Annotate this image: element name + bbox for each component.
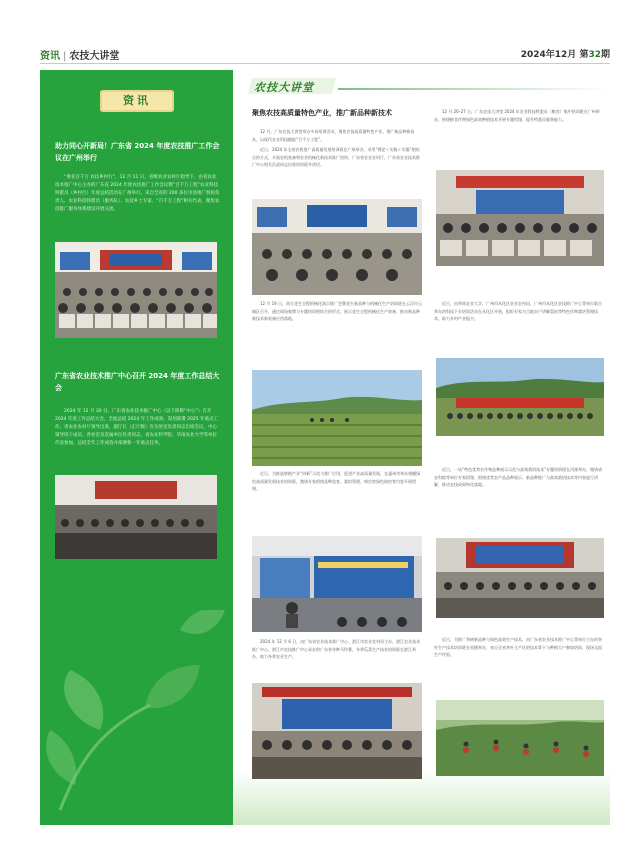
- issue-prefix: 2024年12月 第: [520, 50, 589, 60]
- col1-photo-banner-room: [252, 683, 422, 779]
- sidebar-photo-conference: [55, 242, 217, 338]
- col2-photo-seminar: [436, 538, 604, 618]
- header-section-label: 资讯: [40, 51, 60, 62]
- news-sidebar: [40, 70, 233, 825]
- main-section-heading: 农技大讲堂: [254, 81, 314, 94]
- sidebar-article1-title: 助力同心开新局！广东省 2024 年度农技推广工作会议在广州举行: [55, 142, 220, 162]
- sidebar-badge: [100, 90, 174, 112]
- col2-photo-classroom: [436, 170, 604, 266]
- header-divider: |: [63, 51, 67, 62]
- col1-photo-lecture: [252, 536, 422, 632]
- header-section: [40, 47, 119, 62]
- col1-paragraph: 12 月 19 日，南方花生全程机械化演示推广会暨花生新品种与机械化生产培训班在云浮市云城区召开，通过现场观摩与专题培训相结合的形式，展示花生全程机械化生产装备，推动新品种新技术新装备应用落地。: [252, 301, 422, 321]
- col1-photo-training-hall: [252, 199, 422, 295]
- header-column-label: 农技大讲堂: [69, 51, 120, 62]
- issue-number: 32: [588, 50, 601, 60]
- col2-paragraph: 近日，为推广茶树新品种与绿色高效生产技术，由广东省农业技术推广中心等单位主办的茶叶生产技术培训班在英德举办，来自全省茶叶主产区的技术骨干与种植大户参加培训，现场交流生产经验。: [434, 637, 602, 657]
- leaf-decoration-icon: [40, 610, 233, 825]
- issue-suffix: 期: [600, 50, 610, 60]
- col2-photo-group-outdoor: [436, 358, 604, 436]
- col1-photo-peanut-field: [252, 370, 422, 466]
- issue-info: [521, 47, 610, 60]
- sidebar-article1-body: “事业百千万 农技乡村行”，12 月 11 日，省级农业农村厅指导下，由省农业技术推广中心主办的广东省 2024 年度农技推广工作会议暨“百千万工程”农业科技特派员（乡村行）年度总结活动在广州举行。来自全省的 200 多位市县推广机构负责人、农业科技特派员（服务队）、农技乡土专家、“百千万工程”相关代表，聚焦农技推广服务体系建设开展交流。: [55, 175, 220, 212]
- main-article-title: 聚焦农技高质量特色产业，推广新品种新技术: [252, 109, 392, 117]
- col2-paragraph: 12 月 26–27 日，广东农技大讲堂 2024 年农业科技特派员（粮食）集中培训班在广州举办，围绕粮食作物绿色高效种植技术开展专题授课，提升特派员服务能力。: [434, 109, 600, 122]
- col1-paragraph: 12 月，广东农技大讲堂举办多场培训活动，聚焦农技高质量特色产业，推广新品种新技术，以现代农业科技赋能“百千万工程”。: [252, 129, 415, 142]
- col1-paragraph: 2024 年 12 月 6 日，由广东省农业技术推广中心、湛江市农业农村局主办，湛江农业技术推广中心、湛江市农技推广中心承办的广东省冬种马铃薯、冬季瓜菜生产技术培训班在湛江举办，助力冬季农业生产。: [252, 639, 421, 659]
- col2-photo-tea-garden: [436, 700, 604, 776]
- section-heading-rule: [338, 88, 608, 90]
- col2-paragraph: 近日，一场“特色优势农作物品种展示示范与高效栽培技术”专题培训班在河源举办，邀请省农科院等单位专家授课，围绕优势农产品品种展示、新品种推广与高效栽培技术等内容进行讲解，推动农技成果转化落地。: [434, 467, 603, 487]
- sidebar-article2-title: 广东省农业技术推广中心召开 2024 年度工作总结大会: [55, 372, 220, 392]
- sidebar-badge-label: 资讯: [123, 94, 151, 107]
- header-rule: [40, 63, 610, 64]
- col1-paragraph: 近日，为推进脐橙产业“四新”示范与推广应用，促进产业高质量发展，在惠州市举办柑橘绿色高质量发展技术培训班，邀请专家围绕品种选育、栽培管理、病虫害绿色防控等内容开展授课。: [252, 471, 421, 491]
- col2-paragraph: 近日，由华南农业大学、广州市从化区农业农村局、广州市从化区农技推广中心等单位联合举办的科技下乡培训活动在从化区开展，组织专家为当地农户讲解荔枝等特色作物栽培管理技术，助力乡村产业振兴。: [434, 301, 602, 321]
- sidebar-photo-meeting: [55, 475, 217, 559]
- col1-paragraph: 近日，2024 年全省农机推广高质量发展培训班在广州举办，采用“理论＋实践＋实操”相结合的方式，开展农机装备和农业机械化新技术推广培训，广东省农业农村厅、广东省农业技术推广中心相关负责同志出席培训班并讲话。: [252, 147, 420, 167]
- page-header: [0, 0, 640, 70]
- sidebar-article2-body: 2024 年 12 月 30 日，广东省农业技术推广中心（以下简称“中心”）召开 2024 年度工作总结大会，全面总结 2024 年工作成效，谋划部署 2025 年重点工作。省农业农村厅领导出席，副厅长（正厅级）有关处室负责同志出席会议，中心领导班子成员、各处室及直属单位负责同志，省农业科学院、华南农业大学等单位代表参加，总结全年工作成效并部署新一年重点任务。: [55, 409, 219, 446]
